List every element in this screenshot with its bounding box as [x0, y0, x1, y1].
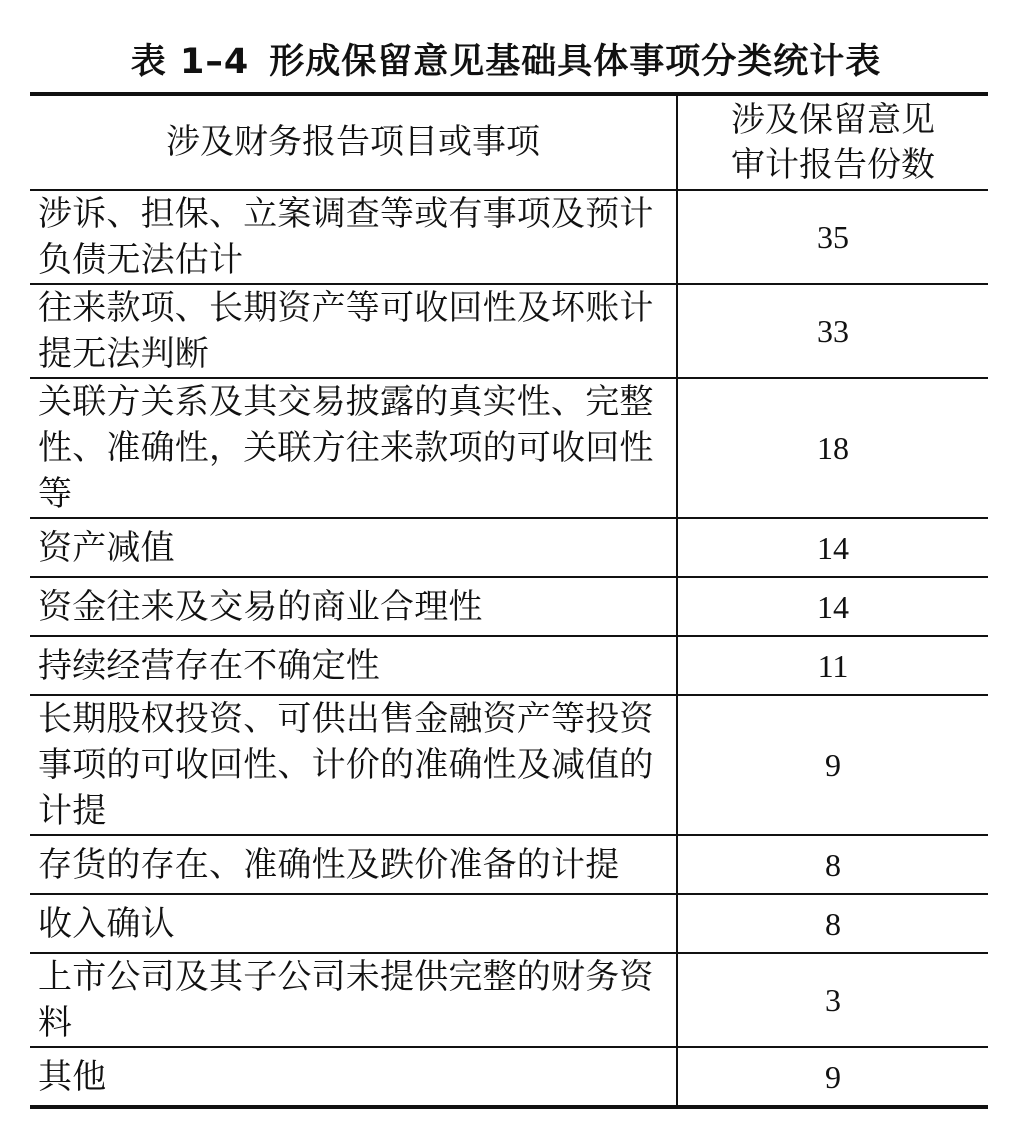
table-row [30, 835, 988, 894]
row-item: 资产减值 [30, 518, 677, 577]
row-count: 9 [825, 747, 841, 783]
row-item: 持续经营存在不确定性 [30, 636, 677, 695]
table-row [30, 695, 988, 835]
table-title-text: 形成保留意见基础具体事项分类统计表 [269, 42, 882, 82]
table-row [30, 190, 988, 284]
header-count-text: 涉及保留意见 审计报告份数 [731, 99, 935, 185]
table-title [0, 34, 1012, 90]
row-item: 上市公司及其子公司未提供完整的财务资料 [30, 953, 677, 1047]
header-count [677, 94, 988, 190]
row-item: 其他 [30, 1047, 677, 1107]
table-number: 表 1–4 [130, 42, 250, 82]
table-row [30, 636, 988, 695]
row-item: 长期股权投资、可供出售金融资产等投资事项的可收回性、计价的准确性及减值的计提 [30, 695, 677, 835]
row-count: 8 [825, 846, 841, 883]
row-count: 14 [817, 529, 849, 566]
row-item: 涉诉、担保、立案调查等或有事项及预计负债无法估计 [30, 190, 677, 284]
row-item: 资金往来及交易的商业合理性 [30, 577, 677, 636]
table-row [30, 518, 988, 577]
row-count: 11 [817, 647, 849, 684]
table-row [30, 378, 988, 518]
table-header-row [30, 94, 988, 190]
row-item: 往来款项、长期资产等可收回性及坏账计提无法判断 [30, 284, 677, 378]
row-item: 关联方关系及其交易披露的真实性、完整性、准确性，关联方往来款项的可收回性等 [30, 378, 677, 518]
row-count: 35 [817, 219, 849, 255]
header-item: 涉及财务报告项目或事项 [30, 94, 677, 190]
row-count: 9 [825, 1058, 841, 1095]
table-row [30, 577, 988, 636]
table-row [30, 894, 988, 953]
table-row [30, 284, 988, 378]
row-count: 18 [817, 430, 849, 466]
statistics-table [30, 92, 988, 1109]
row-count: 14 [817, 588, 849, 625]
table-row [30, 1047, 988, 1107]
row-item: 收入确认 [30, 894, 677, 953]
row-count: 8 [825, 905, 841, 942]
row-count: 3 [825, 982, 841, 1018]
table-row [30, 953, 988, 1047]
row-item: 存货的存在、准确性及跌价准备的计提 [30, 835, 677, 894]
row-count: 33 [817, 313, 849, 349]
